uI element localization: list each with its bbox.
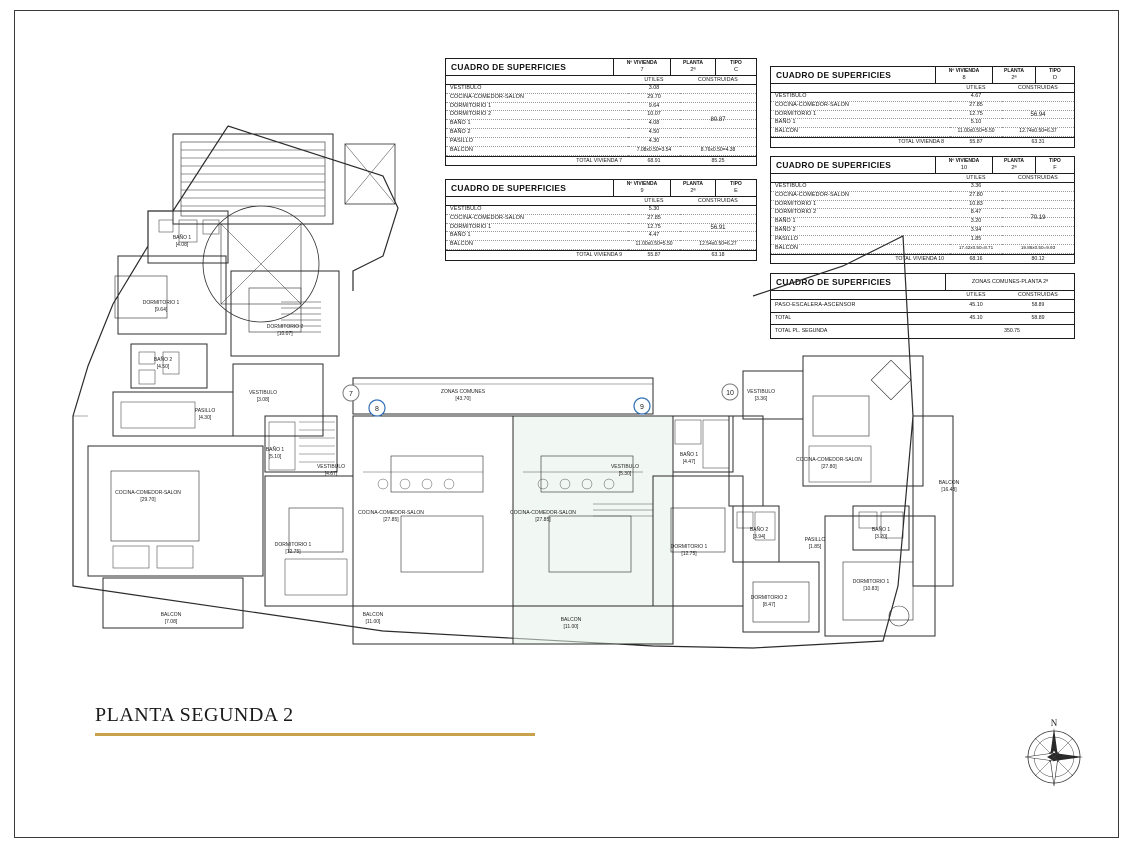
table-total-row: TOTAL VIVIENDA 10 68.16 80.12 (771, 254, 1074, 264)
svg-text:[10.83]: [10.83] (863, 586, 879, 592)
construidas-merged-value: 70.19 (1030, 215, 1046, 222)
table-row: COCINA-COMEDOR-SALON 27.85 (446, 215, 756, 224)
header-tipo: TIPO C (715, 59, 756, 75)
svg-text:BAÑO 1: BAÑO 1 (172, 235, 192, 241)
col-construidas: CONSTRUIDAS (698, 77, 738, 83)
svg-text:8: 8 (375, 406, 379, 413)
header-planta: PLANTA 2ª (992, 157, 1035, 173)
svg-text:[7.08]: [7.08] (164, 619, 178, 625)
col-construidas: CONSTRUIDAS (1018, 292, 1058, 298)
svg-text:DORMITORIO 1: DORMITORIO 1 (142, 300, 180, 306)
svg-text:COCINA-COMEDOR-SALON: COCINA-COMEDOR-SALON (358, 510, 424, 516)
svg-text:VESTIBULO: VESTIBULO (316, 464, 346, 470)
table-row-balcon: BALCON 11.00x0.50=5.50 12.54x0.50=6.27 (446, 241, 756, 250)
svg-text:[4.47]: [4.47] (682, 459, 696, 465)
spacer (446, 76, 628, 84)
svg-text:VESTIBULO: VESTIBULO (746, 389, 776, 395)
table-row: DORMITORIO 1 10.83 (771, 201, 1074, 210)
svg-text:COCINA-COMEDOR-SALON: COCINA-COMEDOR-SALON (115, 490, 181, 496)
table-row-balcon: BALCON 11.00x0.50=5.50 12.74x0.50=6.37 (771, 128, 1074, 137)
drawing-sheet (14, 10, 1119, 838)
table-row: COCINA-COMEDOR-SALON 27.80 (771, 192, 1074, 201)
table-row: BAÑO 1 4.08 (446, 120, 756, 129)
svg-text:[11.00]: [11.00] (365, 619, 381, 625)
table-row: PASILLO 1.85 (771, 236, 1074, 245)
header-planta: PLANTA 2ª (670, 180, 715, 196)
header-tipo: TIPO D (1035, 67, 1074, 83)
table-row: BAÑO 2 3.94 (771, 227, 1074, 236)
col-construidas: CONSTRUIDAS (1018, 85, 1058, 91)
table-row: PASILLO 4.30 (446, 138, 756, 147)
svg-text:[27.80]: [27.80] (821, 464, 837, 470)
svg-text:BAÑO 2: BAÑO 2 (749, 527, 769, 533)
svg-text:[5.30]: [5.30] (618, 471, 632, 477)
header-num-vivienda: Nº VIVIENDA 9 (613, 180, 670, 196)
table-header (446, 59, 756, 76)
svg-text:[5.10]: [5.10] (268, 454, 282, 460)
compass-rose-icon (1015, 716, 1093, 794)
svg-text:PASILLO: PASILLO (194, 408, 216, 414)
table-title: CUADRO DE SUPERFICIES (451, 183, 567, 193)
table-total-row: TOTAL 45.10 58.89 (771, 312, 1074, 324)
col-utiles: UTILES (644, 198, 664, 204)
svg-text:BALCON: BALCON (560, 617, 582, 623)
svg-text:[8.47]: [8.47] (762, 602, 776, 608)
table-row: VESTIBULO 4.67 (771, 93, 1074, 102)
header-zonas-comunes: ZONAS COMUNES-PLANTA 2ª (945, 274, 1074, 290)
floorplan-drawing (53, 116, 960, 656)
table-row: BAÑO 1 3.20 (771, 218, 1074, 227)
table-row: COCINA-COMEDOR-SALON 27.85 (771, 102, 1074, 111)
table-header (771, 67, 1074, 84)
svg-text:[12.75]: [12.75] (681, 551, 697, 557)
title-underline (95, 733, 535, 736)
table-row: VESTIBULO 3.08 (446, 85, 756, 94)
col-construidas: CONSTRUIDAS (1018, 175, 1058, 181)
svg-text:BAÑO 1: BAÑO 1 (679, 452, 699, 458)
svg-text:COCINA-COMEDOR-SALON: COCINA-COMEDOR-SALON (510, 510, 576, 516)
svg-text:DORMITORIO 1: DORMITORIO 1 (852, 579, 890, 585)
table-total-row: TOTAL VIVIENDA 9 55.87 63.18 (446, 250, 756, 260)
svg-text:VESTIBULO: VESTIBULO (610, 464, 640, 470)
svg-text:[3.36]: [3.36] (754, 396, 768, 402)
construidas-merged-value: 56.91 (710, 225, 726, 232)
svg-text:DORMITORIO 2: DORMITORIO 2 (266, 324, 304, 330)
svg-text:[16.43]: [16.43] (941, 487, 957, 493)
table-row: DORMITORIO 1 9.64 (446, 103, 756, 112)
table-row: BAÑO 1 5.10 (771, 119, 1074, 128)
table-row: DORMITORIO 2 10.07 (446, 111, 756, 120)
table-title: CUADRO DE SUPERFICIES (776, 70, 892, 80)
svg-text:N: N (1050, 718, 1058, 728)
col-utiles: UTILES (644, 77, 664, 83)
svg-text:[29.70]: [29.70] (140, 497, 156, 503)
svg-text:[3.20]: [3.20] (874, 534, 888, 540)
construidas-merged-value: 56.94 (1030, 112, 1046, 119)
table-row: BAÑO 1 4.47 (446, 232, 756, 241)
svg-text:DORMITORIO 2: DORMITORIO 2 (750, 595, 788, 601)
table-row: DORMITORIO 1 12.75 (771, 111, 1074, 120)
svg-text:[1.85]: [1.85] (808, 544, 822, 550)
svg-text:BALCON: BALCON (362, 612, 384, 618)
table-subheader (446, 76, 756, 85)
svg-text:COCINA-COMEDOR-SALON: COCINA-COMEDOR-SALON (796, 457, 862, 463)
header-num-vivienda: Nº VIVIENDA 10 (935, 157, 992, 173)
table-row: COCINA-COMEDOR-SALON 29.70 (446, 94, 756, 103)
svg-text:[10.07]: [10.07] (277, 331, 293, 337)
table-row: DORMITORIO 1 12.75 (446, 224, 756, 233)
table-title: CUADRO DE SUPERFICIES (776, 160, 892, 170)
svg-text:[43.70]: [43.70] (455, 396, 471, 402)
table-row: DORMITORIO 2 8.47 (771, 209, 1074, 218)
svg-text:[4.50]: [4.50] (156, 364, 170, 370)
table-row: BAÑO 2 4.50 (446, 129, 756, 138)
header-planta: PLANTA 2ª (992, 67, 1035, 83)
header-tipo: TIPO F (1035, 157, 1074, 173)
svg-text:[11.00]: [11.00] (563, 624, 579, 630)
svg-text:BALCON: BALCON (160, 612, 182, 618)
col-utiles: UTILES (966, 85, 986, 91)
col-utiles: UTILES (966, 175, 986, 181)
svg-text:[27.85]: [27.85] (535, 517, 551, 523)
table-row-balcon: BALCON 17.42x0.50=8.71 19.86x0.50=9.93 (771, 245, 1074, 254)
table-grand-total-row: TOTAL PL. SEGUNDA 350.75 (771, 324, 1074, 337)
svg-text:[4.30]: [4.30] (198, 415, 212, 421)
svg-text:BAÑO 1: BAÑO 1 (265, 447, 285, 453)
svg-text:BAÑO 1: BAÑO 1 (871, 527, 891, 533)
svg-text:[3.94]: [3.94] (752, 534, 766, 540)
table-total-row: TOTAL VIVIENDA 7 68.91 85.25 (446, 156, 756, 166)
table-row: VESTIBULO 5.30 (446, 206, 756, 215)
svg-text:VESTIBULO: VESTIBULO (248, 390, 278, 396)
header-num-vivienda: Nº VIVIENDA 8 (935, 67, 992, 83)
table-total-row: TOTAL VIVIENDA 8 55.87 63.31 (771, 137, 1074, 147)
svg-text:DORMITORIO 1: DORMITORIO 1 (274, 542, 312, 548)
watermark (315, 401, 327, 435)
svg-text:[27.85]: [27.85] (383, 517, 399, 523)
table-title: CUADRO DE SUPERFICIES (451, 62, 567, 72)
table-title: CUADRO DE SUPERFICIES (776, 277, 892, 287)
header-tipo: TIPO E (715, 180, 756, 196)
svg-text:PASILLO: PASILLO (804, 537, 826, 543)
col-utiles: UTILES (966, 292, 986, 298)
svg-text:[3.08]: [3.08] (256, 397, 270, 403)
svg-text:[4.08]: [4.08] (175, 242, 189, 248)
svg-text:BAÑO 2: BAÑO 2 (153, 357, 173, 363)
svg-text:[12.75]: [12.75] (285, 549, 301, 555)
table-row: VESTIBULO 3.36 (771, 183, 1074, 192)
svg-text:9: 9 (640, 404, 644, 411)
svg-text:10: 10 (726, 390, 734, 397)
svg-text:[9.64]: [9.64] (154, 307, 168, 313)
svg-text:DORMITORIO 1: DORMITORIO 1 (670, 544, 708, 550)
header-num-vivienda: Nº VIVIENDA 7 (613, 59, 670, 75)
col-construidas: CONSTRUIDAS (698, 198, 738, 204)
table-row-balcon: BALCON 7.08x0.50=3.54 8.76x0.50=4.38 (446, 147, 756, 156)
svg-text:[4.67]: [4.67] (324, 471, 338, 477)
construidas-merged-value: 80.87 (710, 117, 726, 124)
svg-text:BALCON: BALCON (938, 480, 960, 486)
svg-text:ZONAS COMUNES: ZONAS COMUNES (440, 389, 486, 395)
table-row: PASO-ESCALERA-ASCENSOR 45.10 58.89 (775, 302, 1045, 308)
svg-text:7: 7 (349, 391, 353, 398)
spacer (771, 84, 950, 92)
header-planta: PLANTA 2ª (670, 59, 715, 75)
table-subheader (771, 84, 1074, 93)
page-title: PLANTA SEGUNDA 2 (95, 704, 294, 726)
